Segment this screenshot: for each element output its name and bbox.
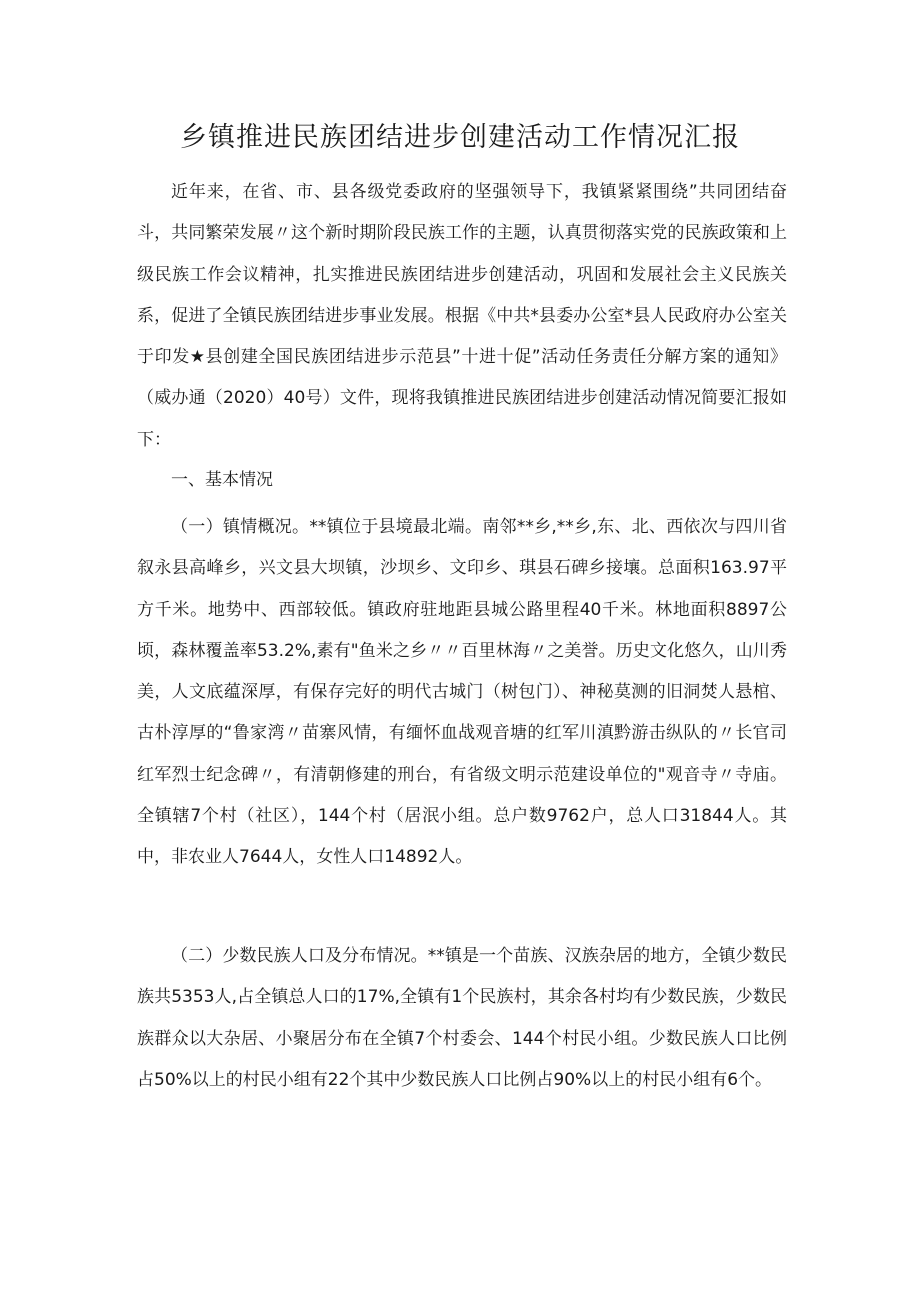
town-overview-paragraph: （一）镇情概况。**镇位于县境最北端。南邻**乡,**乡,东、北、西依次与四川省叙永县高峰乡，兴文县大坝镇，沙坝乡、文印乡、琪县石碑乡接壤。总面积163.97平方千米。地势中、西部较低。镇政府驻地距县城公路里程40千米。林地面积8897公顷，森林覆盖率53.2%,素有"鱼米之乡〃〃百里林海〃之美誉。历史文化悠久，山川秀美，人文底蕴深厚，有保存完好的明代古城门（树包门）、神秘莫测的旧洞焚人悬棺、古朴淳厚的“鲁家湾〃苗寨风情，有缅怀血战观音塘的红军川滇黔游击纵队的〃长官司红军烈士纪念碑〃，有清朝修建的刑台，有省级文明示范建设单位的"观音寺〃寺庙。全镇辖7个村（社区），144个村（居泯小组。总户数9762户，总人口31844人。其中，非农业人7644人，女性人口14892人。 [137, 517, 787, 868]
document-title: 乡镇推进民族团结进步创建活动工作情况汇报 [180, 122, 740, 153]
section-heading-basic-situation: 一、基本情况 [171, 470, 273, 490]
minority-population-paragraph: （二）少数民族人口及分布情况。**镇是一个苗族、汉族杂居的地方，全镇少数民族共5353人,占全镇总人口的17%,全镇有1个民族村，其余各村均有少数民族，少数民族群众以大杂居、小聚居分布在全镇7个村委会、144个村民小组。少数民族人口比例占50%以上的村民小组有22个其中少数民族人口比例占90%以上的村民小组有6个。 [137, 946, 787, 1090]
intro-paragraph: 近年来，在省、市、县各级党委政府的坚强领导下，我镇紧紧围绕”共同团结奋斗，共同繁荣发展〃这个新时期阶段民族工作的主题，认真贯彻落实党的民族政策和上级民族工作会议精神，扎实推进民族团结进步创建活动，巩固和发展社会主义民族关系，促进了全镇民族团结进步事业发展。根据《中共*县委办公室*县人民政府办公室关于印发★县创建全国民族团结进步示范县”十进十促”活动任务责任分解方案的通知》（威办通（2020）40号）文件，现将我镇推进民族团结进步创建活动情况简要汇报如下： [137, 182, 787, 450]
